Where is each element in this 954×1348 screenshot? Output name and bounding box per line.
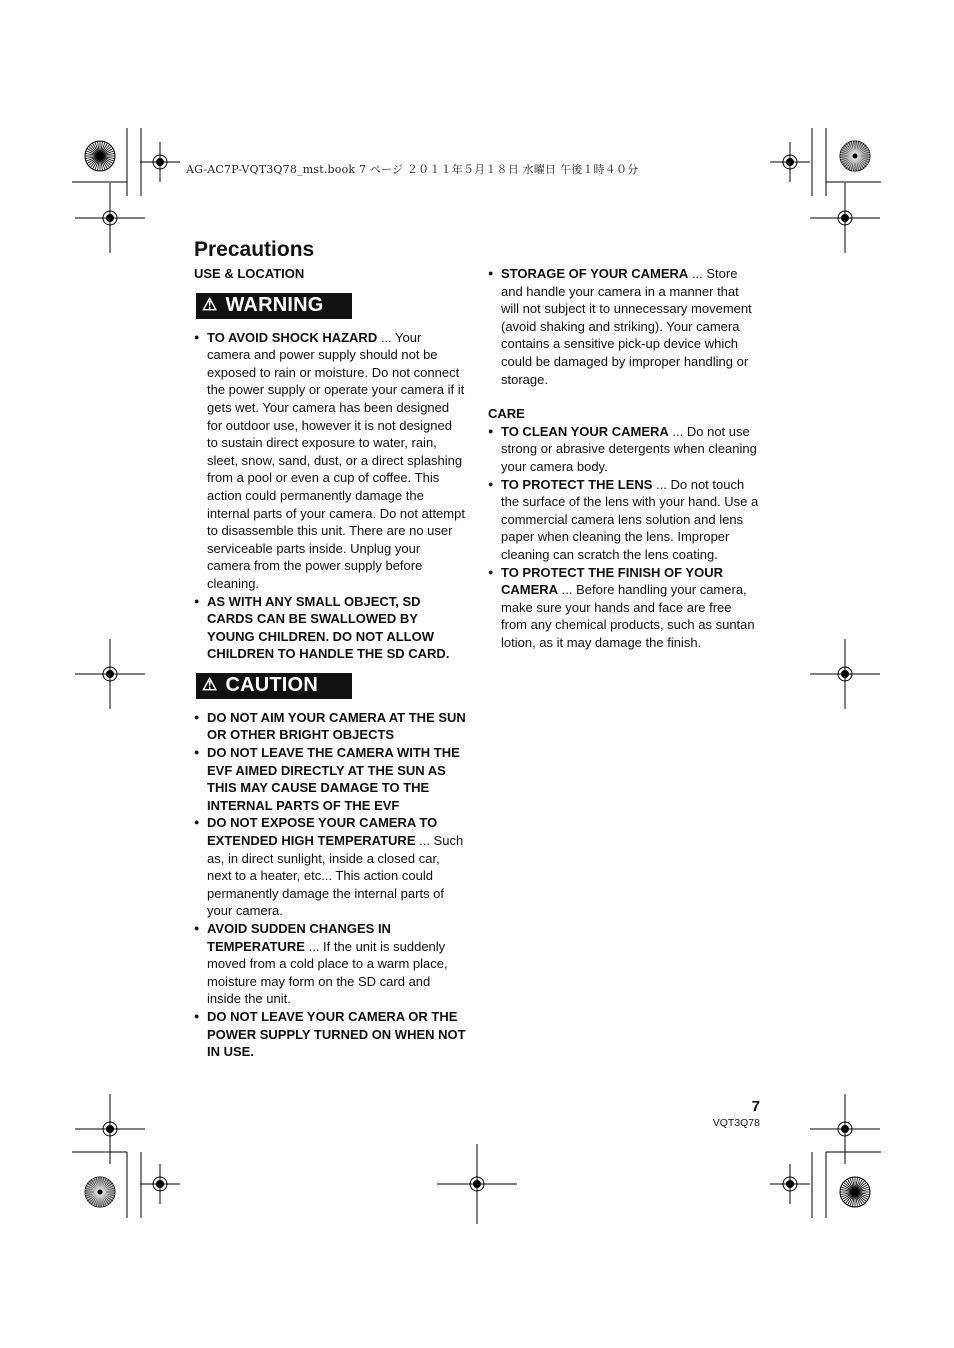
item-text: ... Do not touch the surface of the lens with your hand. Use a commercial camera lens solution and lens paper when cleaning the lens. Improper cleaning can scratch the lens coating. — [501, 476, 759, 562]
item-lead: DO NOT LEAVE THE CAMERA WITH THE EVF AIMED DIRECTLY AT THE SUN AS THIS MAY CAUSE DAMAGE TO THE INTERNAL PARTS OF THE EVF — [207, 745, 460, 813]
bullet-icon: ● — [194, 331, 200, 342]
item-lead: TO AVOID SHOCK HAZARD — [207, 329, 378, 345]
bullet-icon: ● — [194, 747, 200, 758]
list-item — [488, 265, 760, 388]
caution-list — [194, 709, 466, 1061]
item-lead: TO CLEAN YOUR CAMERA — [501, 423, 669, 439]
list-item — [488, 476, 760, 564]
item-text: ... Such as, in direct sunlight, inside a closed car, next to a heater, etc... This action could permanently damage the internal parts of your camera. — [207, 833, 464, 919]
use-location-heading: USE & LOCATION — [194, 266, 305, 281]
item-text: ... Do not use strong or abrasive detergents when cleaning your camera body. — [501, 423, 757, 474]
list-item — [194, 814, 466, 920]
list-item — [194, 1008, 466, 1061]
right-column — [488, 265, 760, 651]
bullet-icon: ● — [488, 268, 494, 278]
bullet-icon: ● — [488, 566, 494, 577]
list-item — [194, 593, 466, 663]
item-lead: DO NOT EXPOSE YOUR CAMERA TO EXTENDED HIGH TEMPERATURE — [207, 815, 438, 849]
item-lead: AVOID SUDDEN CHANGES IN TEMPERATURE — [207, 921, 391, 954]
left-column — [194, 265, 466, 1061]
care-list — [488, 423, 760, 652]
bullet-icon: ● — [194, 1010, 200, 1021]
warning-label: WARNING — [225, 293, 324, 316]
list-item — [194, 744, 466, 814]
page-title: Precautions — [194, 238, 315, 261]
list-item — [194, 709, 466, 744]
item-lead: TO PROTECT THE FINISH OF YOUR CAMERA — [501, 564, 723, 598]
bullet-icon: ● — [488, 425, 494, 436]
caution-banner — [196, 673, 352, 699]
warning-banner — [196, 293, 352, 319]
list-item — [194, 329, 466, 593]
bullet-icon: ● — [194, 817, 200, 828]
item-lead: AS WITH ANY SMALL OBJECT, SD CARDS CAN BE SWALLOWED BY YOUNG CHILDREN. DO NOT ALLOW CHILDREN TO HANDLE THE SD CARD. — [207, 593, 450, 662]
item-text: ... Before handling your camera, make sure your hands and face are free from any chemical products, such as suntan lotion, as it may damage the finish. — [501, 582, 755, 650]
warning-triangle-icon: ⚠ — [202, 294, 218, 314]
caution-label: CAUTION — [225, 674, 318, 697]
list-item — [488, 564, 760, 652]
item-lead: DO NOT AIM YOUR CAMERA AT THE SUN OR OTHER BRIGHT OBJECTS — [207, 709, 466, 743]
page-number: 7 — [751, 1098, 760, 1115]
bullet-icon: ● — [194, 711, 200, 722]
item-lead: STORAGE OF YOUR CAMERA — [501, 266, 689, 281]
bullet-icon: ● — [488, 478, 494, 489]
list-item — [194, 920, 466, 1008]
item-text: ... Your camera and power supply should not be exposed to rain or moisture. Do not connect the power supply or operate your camera if it gets wet. Your camera has been designed for outdoor use, however it is not designed to sustain direct exposure to water, rain, sleet, snow, sand, dust, or a direct splashing from a pool or even a cup of coffee. This action could permanently damage the internal parts of your camera. Do not attempt to disassemble this unit. There are no user serviceable parts inside. Unplug your camera from the power supply before cleaning. — [207, 329, 465, 591]
bullet-icon: ● — [194, 923, 200, 933]
storage-list — [488, 265, 760, 388]
document-code: VQT3Q78 — [712, 1117, 760, 1129]
item-text: ... If the unit is suddenly moved from a cold place to a warm place, moisture may form on the SD card and inside the unit. — [207, 938, 448, 1007]
print-header-line: AG-AC7P-VQT3Q78_mst.book 7 ページ ２０１１年５月１８日 水曜日 午後１時４０分 — [186, 163, 639, 176]
item-text: ... Store and handle your camera in a manner that will not subject it to unnecessary movement (avoid shaking and striking). Your camera contains a sensitive pick-up device which could be damaged by improper handling or storage. — [501, 266, 752, 387]
bullet-icon: ● — [194, 595, 200, 606]
care-heading: CARE — [488, 406, 525, 422]
item-lead: TO PROTECT THE LENS — [501, 476, 653, 492]
warning-list — [194, 329, 466, 663]
caution-triangle-icon: ⚠ — [202, 675, 218, 695]
item-lead: DO NOT LEAVE YOUR CAMERA OR THE POWER SUPPLY TURNED ON WHEN NOT IN USE. — [207, 1008, 466, 1060]
list-item — [488, 423, 760, 476]
